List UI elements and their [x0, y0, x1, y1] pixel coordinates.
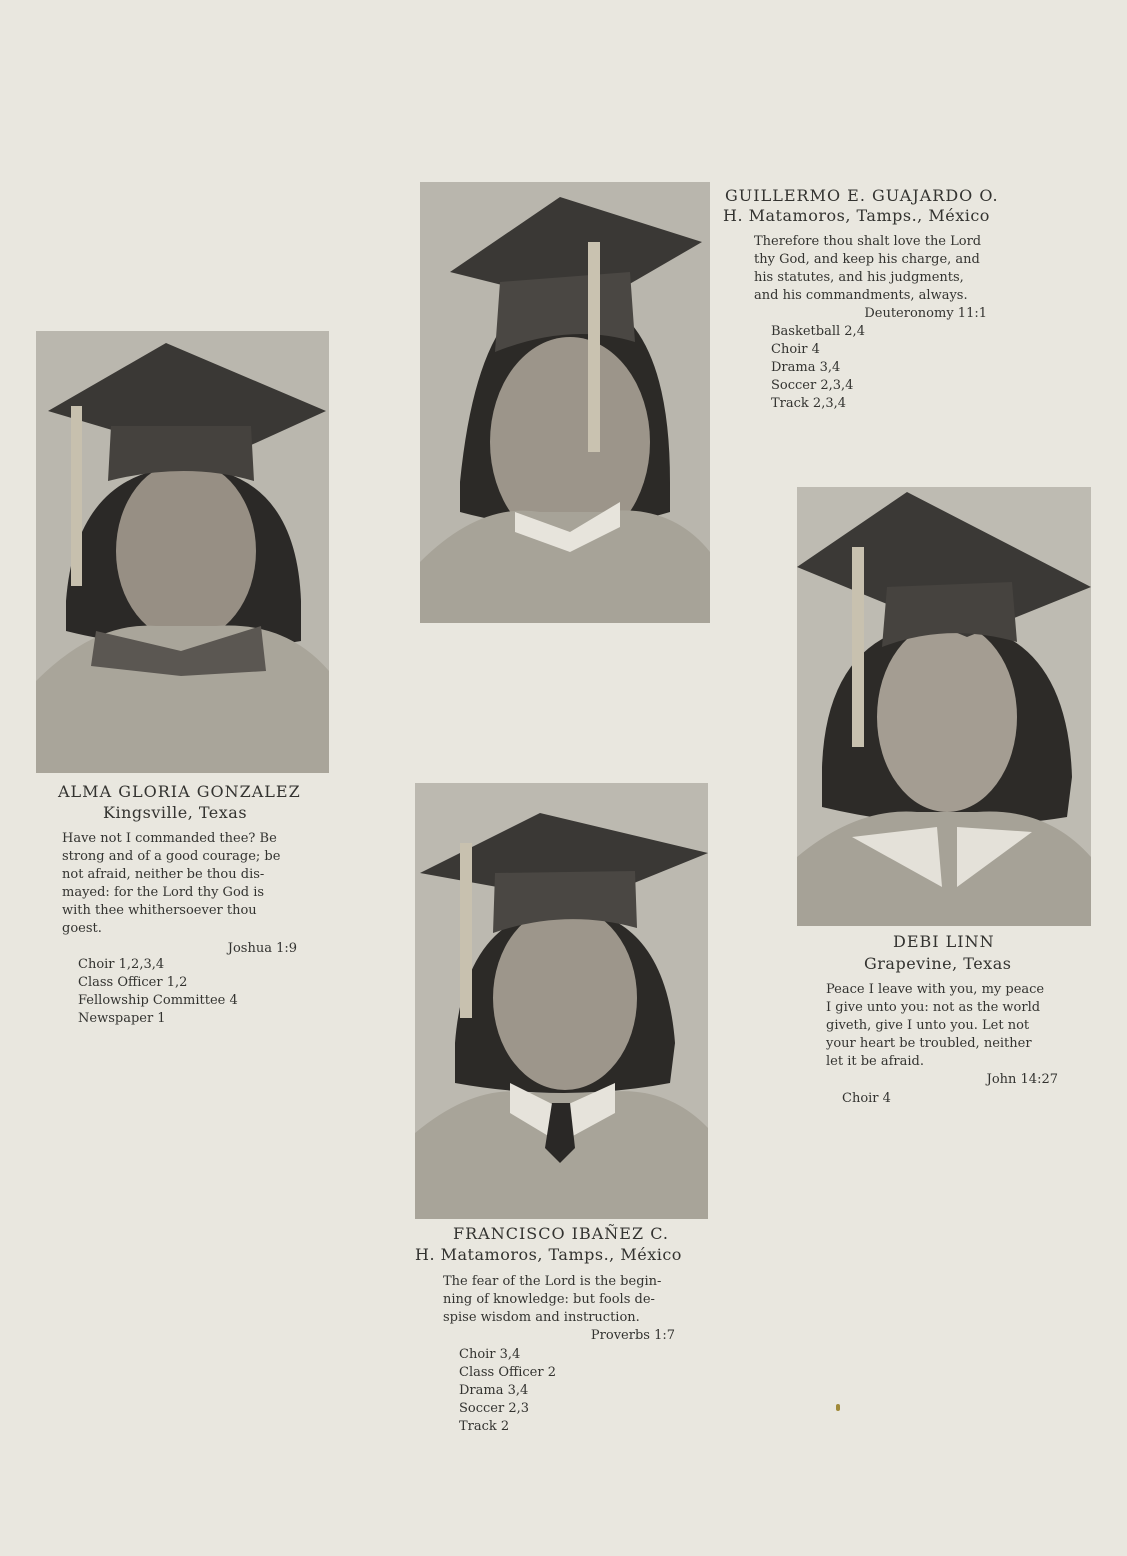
- activities-list: [771, 323, 865, 413]
- activity-item: Track 2: [459, 1419, 510, 1434]
- verse-line: The fear of the Lord is the begin-: [443, 1274, 662, 1289]
- verse-reference: Deuteronomy 11:1: [864, 306, 987, 321]
- activity-item: Soccer 2,3: [459, 1401, 530, 1416]
- activity-item: Track 2,3,4: [771, 396, 847, 411]
- activity-item: Basketball 2,4: [771, 324, 865, 339]
- student-hometown: H. Matamoros, Tamps., México: [415, 1245, 682, 1264]
- verse-line: ning of knowledge: but fools de-: [443, 1292, 655, 1307]
- verse-line: not afraid, neither be thou dis-: [62, 867, 265, 882]
- activities-list: [78, 956, 238, 1028]
- verse-line: spise wisdom and instruction.: [443, 1310, 640, 1325]
- activity-item: Fellowship Committee 4: [78, 993, 238, 1008]
- portrait-francisco-ibanez: [415, 783, 708, 1219]
- activity-item: Choir 4: [771, 342, 820, 357]
- activity-item: Class Officer 2: [459, 1365, 556, 1380]
- verse-line: his statutes, and his judgments,: [754, 270, 964, 285]
- bible-verse: [754, 233, 987, 323]
- activity-item: Drama 3,4: [459, 1383, 529, 1398]
- activity-item: Choir 1,2,3,4: [78, 957, 165, 972]
- activity-item: Newspaper 1: [78, 1011, 166, 1026]
- student-name: DEBI LINN: [893, 932, 995, 951]
- student-name: ALMA GLORIA GONZALEZ: [58, 782, 301, 801]
- graduate-portrait-icon: [36, 331, 329, 773]
- verse-line: and his commandments, always.: [754, 288, 968, 303]
- verse-line: Therefore thou shalt love the Lord: [754, 234, 982, 249]
- activities-list: [842, 1090, 891, 1108]
- student-name: GUILLERMO E. GUAJARDO O.: [725, 186, 999, 205]
- portrait-alma-gonzalez: [36, 331, 329, 773]
- bible-verse: [443, 1273, 675, 1345]
- activity-item: Choir 4: [842, 1091, 891, 1106]
- activity-item: Class Officer 1,2: [78, 975, 188, 990]
- verse-line: goest.: [62, 921, 102, 936]
- paper-speck: [836, 1404, 840, 1411]
- verse-line: Peace I leave with you, my peace: [826, 982, 1045, 997]
- verse-line: your heart be troubled, neither: [826, 1036, 1032, 1051]
- verse-reference: John 14:27: [986, 1072, 1058, 1087]
- graduate-portrait-icon: [415, 783, 708, 1219]
- verse-line: with thee whithersoever thou: [62, 903, 257, 918]
- bible-verse: [62, 830, 297, 958]
- graduate-portrait-icon: [797, 487, 1091, 926]
- verse-reference: Proverbs 1:7: [590, 1328, 675, 1343]
- student-hometown: Grapevine, Texas: [864, 954, 1012, 973]
- portrait-debi-linn: [797, 487, 1091, 926]
- verse-line: Have not I commanded thee? Be: [62, 831, 277, 846]
- verse-line: mayed: for the Lord thy God is: [62, 885, 265, 900]
- verse-line: let it be afraid.: [826, 1054, 925, 1069]
- activity-item: Soccer 2,3,4: [771, 378, 854, 393]
- student-name: FRANCISCO IBAÑEZ C.: [453, 1224, 669, 1243]
- student-hometown: H. Matamoros, Tamps., México: [723, 206, 990, 225]
- verse-reference: Joshua 1:9: [227, 941, 297, 956]
- verse-line: I give unto you: not as the world: [826, 1000, 1041, 1015]
- activity-item: Choir 3,4: [459, 1347, 521, 1362]
- portrait-guillermo-guajardo: [420, 182, 710, 623]
- graduate-portrait-icon: [420, 182, 710, 623]
- bible-verse: [826, 981, 1058, 1089]
- verse-line: giveth, give I unto you. Let not: [826, 1018, 1030, 1033]
- verse-line: strong and of a good courage; be: [62, 849, 281, 864]
- activities-list: [459, 1346, 556, 1436]
- student-hometown: Kingsville, Texas: [103, 803, 248, 822]
- verse-line: thy God, and keep his charge, and: [754, 252, 980, 267]
- activity-item: Drama 3,4: [771, 360, 841, 375]
